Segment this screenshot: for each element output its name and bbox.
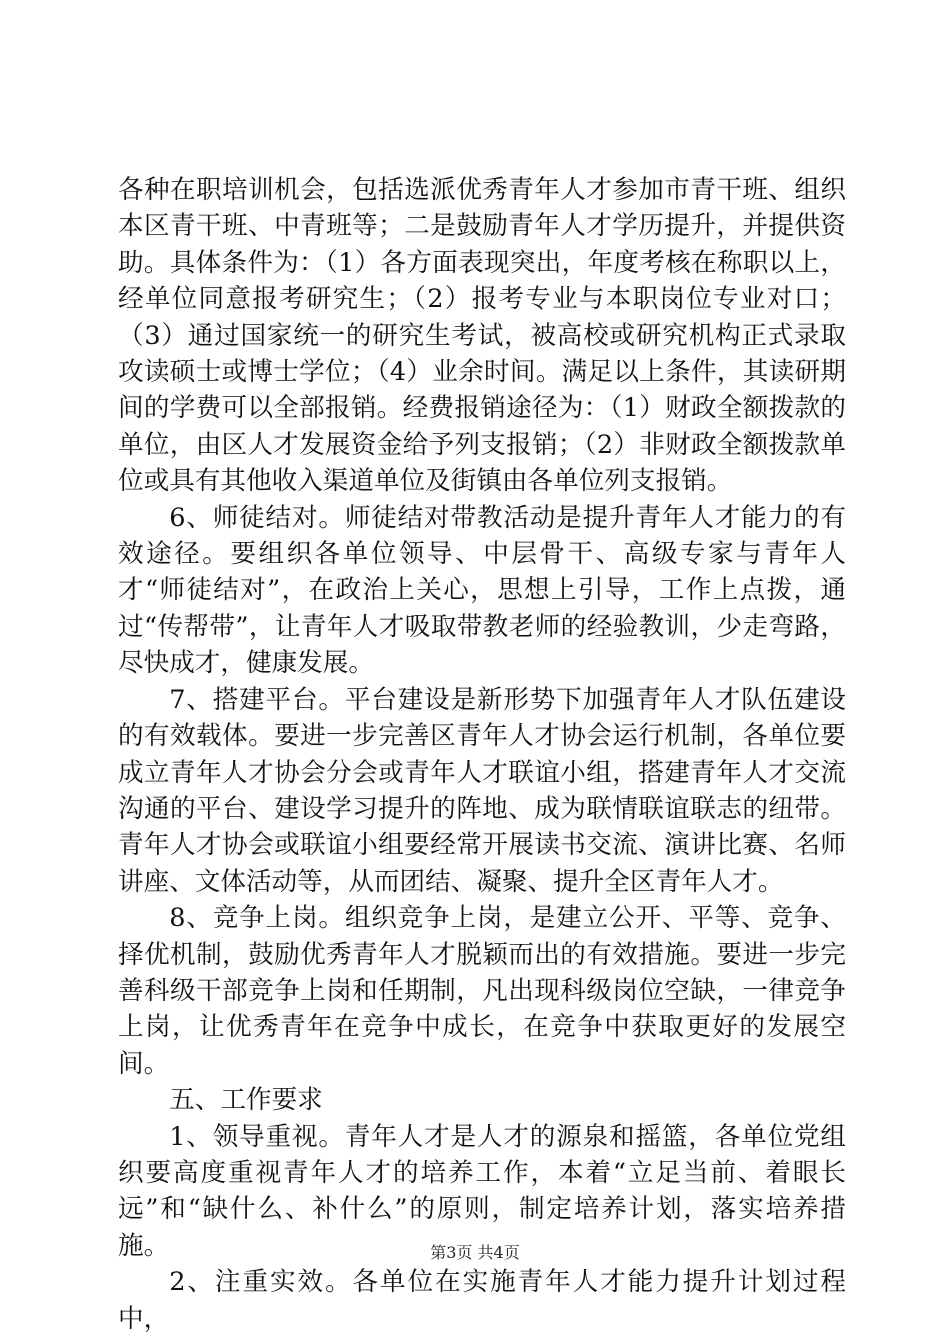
paragraph-platform: 7、搭建平台。平台建设是新形势下加强青年人才队伍建设的有效载体。要进一步完善区青年人才协会运行机制，各单位要成立青年人才协会分会或青年人才联谊小组，搭建青年人才交流沟通的平台、建设学习提升的阵地、成为联情联谊联志的纽带。青年人才协会或联谊小组要经常开展读书交流、演讲比赛、名师讲座、文体活动等，从而团结、凝聚、提升全区青年人才。 [118, 684, 846, 897]
paragraph-competition: 8、竞争上岗。组织竞争上岗，是建立公开、平等、竞争、择优机制，鼓励优秀青年人才脱颖而出的有效措施。要进一步完善科级干部竞争上岗和任期制，凡出现科级岗位空缺，一律竞争上岗，让优秀青年在竞争中成长，在竞争中获取更好的发展空间。 [118, 903, 846, 1079]
paragraph-mentorship: 6、师徒结对。师徒结对带教活动是提升青年人才能力的有效途径。要组织各单位领导、中层骨干、高级专家与青年人才“师徒结对”，在政治上关心，思想上引导，工作上点拨，通过“传帮带”，让青年人才吸取带教老师的经验教训，少走弯路，尽快成才，健康发展。 [118, 502, 846, 679]
paragraph-effectiveness: 2、注重实效。各单位在实施青年人才能力提升计划过程中， [118, 1267, 846, 1334]
paragraph-continued: 各种在职培训机会，包括选派优秀青年人才参加市青干班、组织本区青干班、中青班等；二是鼓励青年人才学历提升，并提供资助。具体条件为：（1）各方面表现突出，年度考核在称职以上，经单位同意报考研究生；（2）报考专业与本职岗位专业对口；（3）通过国家统一的研究生考试，被高校或研究机构正式录取攻读硕士或博士学位；（4）业余时间。满足以上条件，其读研期间的学费可以全部报销。经费报销途径为：（1）财政全额拨款的单位，由区人才发展资金给予列支报销；（2）非财政全额拨款单位或具有其他收入渠道单位及街镇由各单位列支报销。 [118, 175, 846, 497]
paragraph-leadership: 1、领导重视。青年人才是人才的源泉和摇篮，各单位党组织要高度重视青年人才的培养工作，本着“立足当前、着眼长远”和“缺什么、补什么”的原则，制定培养计划，落实培养措施。 [118, 1121, 846, 1261]
page-number-footer: 第3页 共4页 [430, 1243, 520, 1262]
document-body [118, 172, 846, 1337]
section-heading-work-requirements: 五、工作要求 [169, 1085, 323, 1116]
